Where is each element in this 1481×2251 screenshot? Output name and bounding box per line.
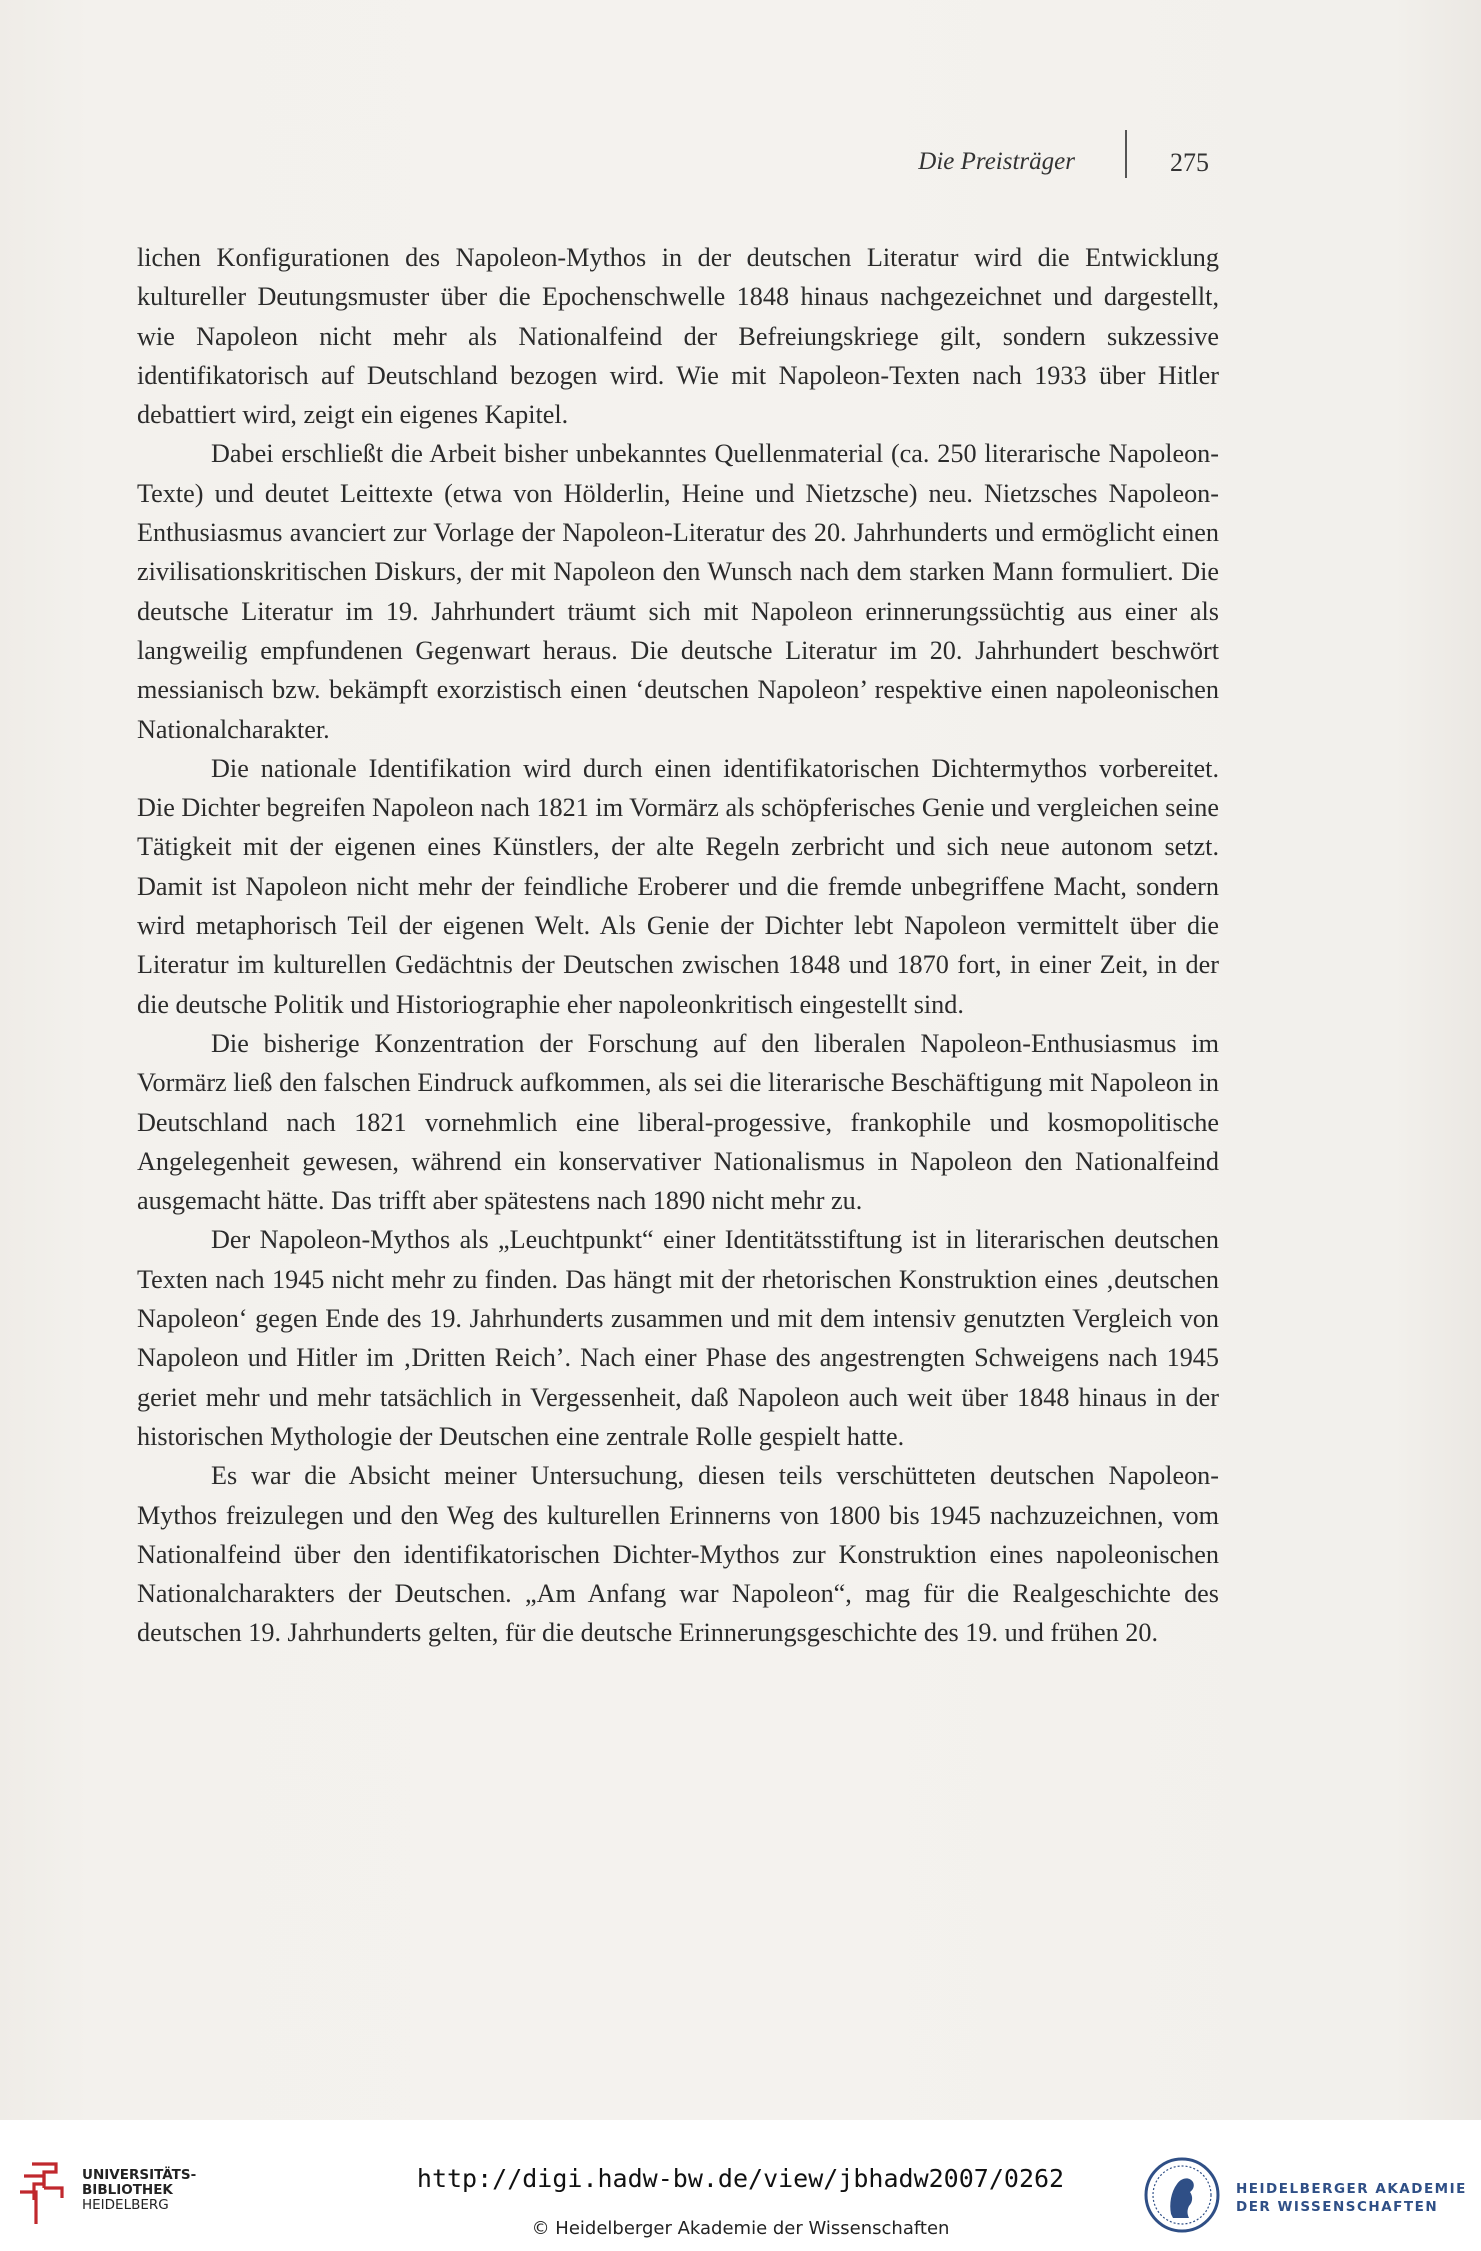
paragraph: Der Napoleon-Mythos als „Leuchtpunkt“ einer Identitätsstiftung ist in literarischen deutschen Texten nach 1945 nicht mehr zu finden. Das hängt mit der rhetorischen Konstruktion eines ‚deutschen Napoleon‘ gegen Ende des 19. Jahrhunderts zusammen und mit dem intensiv genutzten Vergleich von Napoleon und Hitler im ‚Dritten Reich’. Nach einer Phase des angestrengten Schweigens nach 1945 geriet mehr und mehr tatsächlich in Vergessenheit, daß Napoleon auch weit über 1848 hinaus in der historischen Mythologie der Deutschen eine zentrale Rolle gespielt hatte. (137, 1225, 1219, 1451)
copyright-notice: © Heidelberger Akademie der Wissenschaften (531, 2218, 950, 2239)
page-header (0, 148, 1481, 188)
library-name-line: UNIVERSITÄTS- (82, 2167, 197, 2183)
digitization-footer (0, 2120, 1481, 2251)
header-divider (1125, 130, 1127, 178)
paragraph: Es war die Absicht meiner Untersuchung, diesen teils verschütteten deutschen Napoleon-Mythos freizulegen und den Weg des kulturellen Erinnerns von 1800 bis 1945 nachzuzeichnen, vom Nationalfeind über den identifikatorischen Dichter-Mythos zur Konstruktion eines napoleonischen Nationalcharakters der Deutschen. „Am Anfang war Napoleon“, mag für die Realgeschichte des deutschen 19. Jahrhunderts gelten, für die deutsche Erinnerungsgeschichte des 19. und frühen 20. (137, 1461, 1219, 1648)
paragraph: Dabei erschließt die Arbeit bisher unbekanntes Quellenmaterial (ca. 250 literarische Napoleon-Texte) und deutet Leittexte (etwa von Hölderlin, Heine und Nietzsche) neu. Nietzsches Napoleon-Enthusiasmus avanciert zur Vorlage der Napoleon-Literatur des 20. Jahrhunderts und ermöglicht einen zivilisationskritischen Diskurs, der mit Napoleon den Wunsch nach dem starken Mann formuliert. Die deutsche Literatur im 19. Jahrhundert träumt sich mit Napoleon erinnerungssüchtig aus einer als langweilig empfundenen Gegenwart heraus. Die deutsche Literatur im 20. Jahrhundert beschwört messianisch bzw. bekämpft exorzistisch einen ‘deutschen Napoleon’ respektive einen napoleonischen Nationalcharakter. (137, 439, 1219, 744)
paragraph: lichen Konfigurationen des Napoleon-Mythos in der deutschen Literatur wird die Entwicklung kultureller Deutungsmuster über die Epochenschwelle 1848 hinaus nachgezeichnet und dargestellt, wie Napoleon nicht mehr als Nationalfeind der Befreiungskriege gilt, sondern sukzessive identifikatorisch auf Deutschland bezogen wird. Wie mit Napoleon-Texten nach 1933 über Hitler debattiert wird, zeigt ein eigenes Kapitel. (137, 243, 1219, 430)
running-title: Die Preisträger (918, 148, 1075, 175)
body-text (137, 238, 1219, 1653)
academy-seal-icon[interactable] (1143, 2156, 1221, 2234)
permalink-url[interactable]: http://digi.hadw-bw.de/view/jbhadw2007/0262 (416, 2164, 1065, 2193)
paragraph: Die nationale Identifikation wird durch einen identifikatorischen Dichtermythos vorbereitet. Die Dichter begreifen Napoleon nach 1821 im Vormärz als schöpferisches Genie und vergleichen seine Tätigkeit mit der eigenen eines Künstlers, der alte Regeln zerbricht und sich neue autonom setzt. Damit ist Napoleon nicht mehr der feindliche Eroberer und die fremde unbegriffene Macht, sondern wird metaphorisch Teil der eigenen Welt. Als Genie der Dichter lebt Napoleon vermittelt über die Literatur im kulturellen Gedächtnis der Deutschen zwischen 1848 und 1870 fort, in einer Zeit, in der die deutsche Politik und Historiographie eher napoleonkritisch eingestellt sind. (137, 753, 1219, 1019)
library-name-line: BIBLIOTHEK (82, 2182, 173, 2198)
paragraph: Die bisherige Konzentration der Forschung auf den liberalen Napoleon-Enthusiasmus im Vormärz ließ den falschen Eindruck aufkommen, als sei die literarische Beschäftigung mit Napoleon in Deutschland nach 1821 vornehmlich eine liberal-progessive, frankophile und kosmopolitische Angelegenheit gewesen, während ein konservativer Nationalismus in Napoleon den Nationalfeind ausgemacht hätte. Das trifft aber spätestens nach 1890 nicht mehr zu. (137, 1028, 1219, 1216)
page-number: 275 (1170, 148, 1209, 177)
academy-name (1236, 2180, 1467, 2216)
academy-name-line: DER WISSENSCHAFTEN (1236, 2199, 1439, 2215)
library-name-line: HEIDELBERG (82, 2197, 169, 2213)
academy-name-line: HEIDELBERGER AKADEMIE (1236, 2181, 1467, 2197)
